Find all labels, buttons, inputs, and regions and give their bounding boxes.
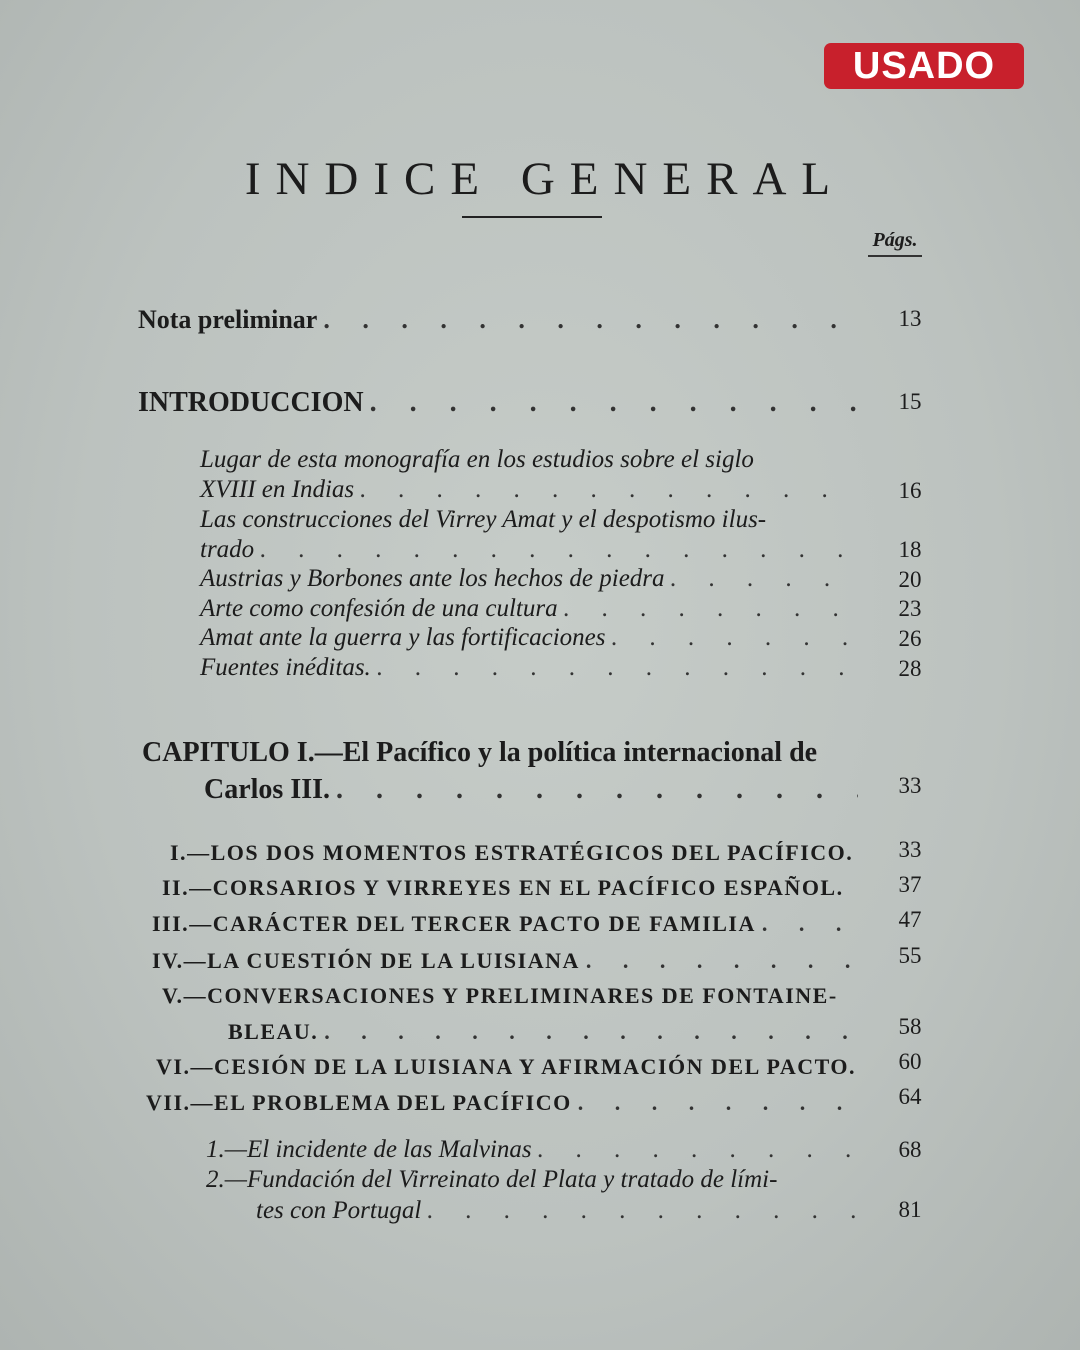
chapter-title: CAPITULO I.—El Pacífico y la política internacional de xyxy=(142,737,818,768)
toc-page-number: 20 xyxy=(898,567,922,592)
leader-dots xyxy=(254,536,858,564)
toc-subsection xyxy=(256,1197,858,1225)
toc-entry xyxy=(200,476,858,504)
toc-entry-label: —CONVERSACIONES Y PRELIMINARES DE FONTAINE- xyxy=(183,983,838,1008)
toc-page-number: 47 xyxy=(898,907,922,932)
toc-page-number: 60 xyxy=(898,1049,922,1074)
toc-section xyxy=(156,1054,856,1080)
leader-dots xyxy=(318,1019,858,1045)
toc-page-number: 15 xyxy=(898,389,922,414)
toc-entry-label: —CESIÓN DE LA LUISIANA Y AFIRMACIÓN DEL PACTO. xyxy=(190,1054,856,1079)
toc-section xyxy=(152,948,858,974)
section-number: VII. xyxy=(146,1090,191,1115)
toc-section-continued xyxy=(228,1019,858,1045)
section-number: III. xyxy=(152,911,190,936)
toc-entry-label: 1.—El incidente de las Malvinas xyxy=(206,1136,532,1163)
leader-dots xyxy=(371,654,858,682)
toc-page-number: 68 xyxy=(898,1137,922,1162)
leader-dots xyxy=(580,948,858,974)
toc-entry-label: Austrias y Borbones ante los hechos de piedra xyxy=(200,565,665,592)
leader-dots xyxy=(317,305,858,335)
toc-entry-label: XVIII en Indias xyxy=(200,476,355,503)
leader-dots xyxy=(606,624,858,652)
toc-entry xyxy=(200,565,858,593)
toc-entry-label: —CARÁCTER DEL TERCER PACTO DE FAMILIA xyxy=(189,911,756,936)
section-number: II. xyxy=(162,875,190,900)
toc-entry xyxy=(200,624,858,652)
section-number: I. xyxy=(170,840,188,865)
leader-dots xyxy=(421,1197,858,1225)
leader-dots xyxy=(558,595,858,623)
toc-section xyxy=(146,1090,858,1116)
pages-column-header: Págs. xyxy=(868,229,922,257)
toc-section xyxy=(170,840,860,866)
toc-page-number: 55 xyxy=(898,943,922,968)
toc-entry-label: —LA CUESTIÓN DE LA LUISIANA xyxy=(183,948,580,973)
toc-entry-label: Amat ante la guerra y las fortificaciones xyxy=(200,624,606,651)
section-number: IV. xyxy=(152,948,184,973)
toc-page-number: 18 xyxy=(898,537,922,562)
toc-entry-label: tes con Portugal xyxy=(256,1197,422,1224)
toc-page-number: 13 xyxy=(898,306,922,331)
toc-page-number: 33 xyxy=(898,837,922,862)
section-number: V. xyxy=(162,983,184,1008)
page-title: INDICE GENERAL xyxy=(244,153,846,205)
toc-page-number: 28 xyxy=(898,656,922,681)
toc-entry-label: Las construcciones del Virrey Amat y el despotismo ilus- xyxy=(200,506,767,533)
section-number: VI. xyxy=(156,1054,191,1079)
leader-dots xyxy=(665,565,858,593)
toc-entry-label: Lugar de esta monografía en los estudios sobre el siglo xyxy=(200,446,754,473)
toc-entry-label: —LOS DOS MOMENTOS ESTRATÉGICOS DEL PACÍFICO. xyxy=(187,840,854,865)
leader-dots xyxy=(330,774,858,806)
toc-entry-label: Nota preliminar xyxy=(138,305,318,334)
toc-page-number: 81 xyxy=(898,1197,922,1222)
leader-dots xyxy=(756,911,858,937)
toc-entry xyxy=(200,654,858,682)
toc-page-number: 64 xyxy=(898,1084,922,1109)
leader-dots xyxy=(572,1090,858,1116)
toc-entry-label: trado xyxy=(200,536,255,563)
toc-page-number: 58 xyxy=(898,1014,922,1039)
toc-section xyxy=(162,983,852,1009)
used-badge: USADO xyxy=(824,43,1024,89)
leader-dots xyxy=(364,387,858,419)
toc-entry-label: Carlos III. xyxy=(204,774,331,805)
toc-entry-label: Arte como confesión de una cultura xyxy=(200,595,558,622)
toc-entry-label: 2.—Fundación del Virreinato del Plata y tratado de lími- xyxy=(206,1166,778,1193)
toc-page-number: 37 xyxy=(898,872,922,897)
toc-section xyxy=(152,911,858,937)
toc-entry-chapter xyxy=(204,774,858,806)
toc-entry xyxy=(200,536,858,564)
toc-page-number: 23 xyxy=(898,596,922,621)
title-underline xyxy=(462,216,602,218)
toc-page-number: 33 xyxy=(898,773,922,798)
toc-page-number: 16 xyxy=(898,478,922,503)
toc-entry-label: —CORSARIOS Y VIRREYES EN EL PACÍFICO ESPAÑOL. xyxy=(189,875,844,900)
toc-section xyxy=(162,875,852,901)
toc-entry xyxy=(200,595,858,623)
toc-entry-label: —EL PROBLEMA DEL PACÍFICO xyxy=(190,1090,572,1115)
leader-dots xyxy=(354,476,858,504)
toc-subsection xyxy=(206,1136,858,1164)
toc-entry-label: Fuentes inéditas. xyxy=(200,654,371,681)
leader-dots xyxy=(532,1136,858,1164)
toc-entry-nota xyxy=(138,305,858,335)
toc-entry-introduccion xyxy=(138,387,858,419)
toc-entry-label: BLEAU. xyxy=(228,1019,319,1044)
toc-entry-label: INTRODUCCION xyxy=(138,387,364,418)
toc-page-number: 26 xyxy=(898,626,922,651)
